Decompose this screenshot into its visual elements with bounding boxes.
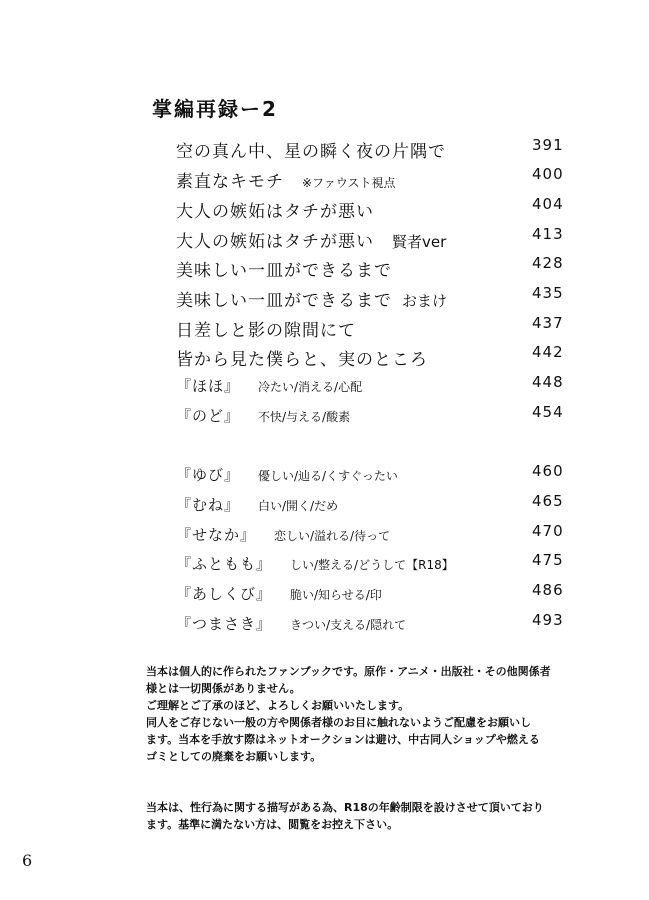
toc-page: 404 (532, 195, 564, 213)
toc-title: 日差しと影の隙間にて (176, 321, 356, 341)
toc-subtitle: おまけ (402, 292, 448, 310)
toc-row (176, 316, 576, 340)
toc-page: 475 (532, 551, 564, 569)
toc-title: 空の真ん中、星の瞬く夜の片隅で (176, 142, 446, 162)
toc-page: 442 (532, 343, 564, 361)
toc-row (176, 286, 576, 310)
toc-title: 『のど』 (176, 407, 241, 425)
notice-line: ます。当本を手放す際はネットオークションは避け、中古同人ショップや燃える (146, 733, 540, 746)
notice-paragraph-1 (146, 663, 596, 765)
toc-row (176, 227, 576, 251)
toc-page: 486 (532, 581, 564, 599)
toc-title: 『せなか』 (176, 526, 257, 544)
toc-page: 493 (532, 611, 564, 629)
toc-row (176, 613, 576, 637)
notice-line: 当本は個人的に作られたファンブックです。原作・アニメ・出版社・その他関係者 (146, 665, 551, 678)
toc-page: 400 (532, 165, 564, 183)
toc-title: 素直なキモチ (176, 172, 284, 192)
toc-row (176, 524, 576, 548)
toc-title: 『つまさき』 (176, 615, 273, 633)
toc-row (176, 256, 576, 280)
notice-line: ゴミとしての廃棄をお願いします。 (146, 750, 322, 763)
toc-row (176, 494, 576, 518)
toc-row (176, 583, 576, 607)
notice-paragraph-2 (146, 799, 596, 833)
toc-subtitle: 脆い/知らせる/印 (290, 588, 382, 602)
toc-title: 美味しい一皿ができるまで (176, 261, 392, 281)
toc-title: 大人の嫉妬はタチが悪い (176, 202, 374, 222)
toc-page: 391 (532, 136, 564, 154)
toc-title: 『ゆび』 (176, 466, 241, 484)
toc-title: 美味しい一皿ができるまで (176, 291, 392, 311)
toc-page: 435 (532, 284, 564, 302)
toc-row (176, 375, 576, 399)
toc-title: 大人の嫉妬はタチが悪い (176, 232, 374, 252)
toc-row (176, 464, 576, 488)
toc-subtitle: しい/整える/どうして【R18】 (290, 558, 454, 572)
notice-line: 同人をご存じない一般の方や関係者様のお目に触れないようご配慮をお願いし (146, 716, 531, 729)
notice-line: ご理解とご了承のほど、よろしくお願いいたします。 (146, 699, 410, 712)
toc-row (176, 405, 576, 429)
toc-row (176, 197, 576, 221)
toc-page: 460 (532, 462, 564, 480)
toc-page: 465 (532, 492, 564, 510)
notice-line: ます。基準に満たない方は、閲覧をお控え下さい。 (146, 818, 399, 831)
toc-row (176, 553, 576, 577)
toc-title: 『ほほ』 (176, 377, 241, 395)
toc-subtitle: 不快/与える/酸素 (258, 410, 351, 424)
toc-page: 437 (532, 314, 564, 332)
toc-title: 皆から見た僕らと、実のところ (176, 350, 428, 370)
toc-heading: 掌編再録ー2 (152, 97, 278, 121)
notice-line: 様とは一切関係がありません。 (146, 682, 301, 695)
toc-row (176, 137, 576, 161)
toc-page: 454 (532, 403, 564, 421)
toc-subtitle: 賢者ver (392, 233, 447, 251)
toc-page: 448 (532, 373, 564, 391)
toc-subtitle: 恋しい/溢れる/待って (274, 529, 391, 543)
notice-line: 当本は、性行為に関する描写がある為、R18の年齢制限を設けさせて頂いており (146, 801, 544, 814)
toc-title: 『あしくび』 (176, 585, 273, 603)
toc-subtitle: 冷たい/消える/心配 (258, 380, 363, 394)
toc-title: 『むね』 (176, 496, 241, 514)
toc-page: 428 (532, 254, 564, 272)
toc-page: 413 (532, 225, 564, 243)
toc-row (176, 345, 576, 369)
toc-subtitle: きつい/支える/隠れて (290, 618, 407, 632)
toc-subtitle: 優しい/辿る/くすぐったい (258, 469, 398, 483)
toc-subtitle: ※ファウスト視点 (302, 176, 396, 190)
toc-page: 470 (532, 522, 564, 540)
toc-row (176, 167, 576, 191)
toc-subtitle: 白い/開く/だめ (258, 499, 339, 513)
page-number: 6 (22, 851, 33, 870)
toc-title: 『ふともも』 (176, 555, 273, 573)
